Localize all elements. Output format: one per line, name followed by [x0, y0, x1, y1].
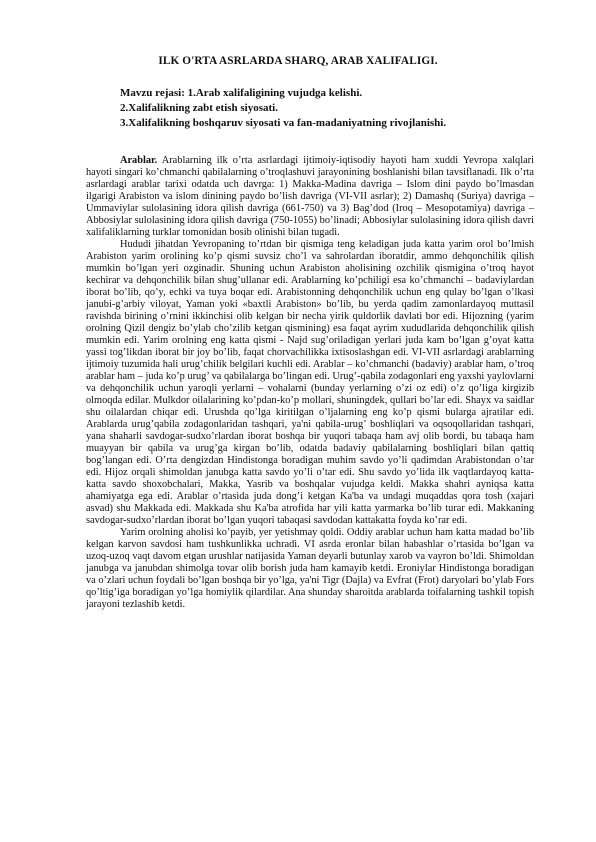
paragraph	[86, 239, 534, 527]
plan-item: Mavzu rejasi: 1.Arab xalifaligining vujudga kelishi.	[120, 87, 363, 99]
paragraph	[86, 155, 534, 239]
plan-item: 3.Xalifalikning boshqaruv siyosati va fan-madaniyatning rivojlanishi.	[120, 117, 447, 130]
body-text	[86, 155, 534, 611]
paragraph-text: Hududi jihatdan Yevropaning to’rtdan bir qismiga teng keladigan juda katta yarim orol bo’lmish Arabiston yarim orolining ko’p qismi suvsiz cho’l va sahrolardan iboratdir, ammo dehqonchilik qilish mumkin bo’lgan yeri ozginadir. Shuning uchun Arabiston aholisining ozchilik qismigina o’troq hayot kechirar va dehqonchilik bilan shug’ullanar edi. Arablarning ko’pchiligi esa ko’chmanchi – badaviylardan iborat bo’lib, qo’y, echki va tuya boqar edi. Arabistonning dehqonchilik uchun eng qulay bo’lgan o’lkasi janubi-g’arbiy viloyat, Yaman yoki «baxtli Arabiston» bo’lib, bu yerda qadim zamonlardayoq muttasil ravishda birining o’rnini ikkinchisi olib kelgan bir necha yirik quldorlik davlati bor edi. Hijozning (yarim orolning Qizil dengiz bo’ylab cho’zilib ketgan qismining) esa faqat ayrim xududlarida dehqonchilik qilish mumkin edi. Yarim orolning eng katta qismi - Najd sug’oriladigan yerlari juda kam bo’lgan g’oyat katta yassi tog’likdan iborat bir joy bo’lib, faqat chorvachilikka ixtisoslashgan edi. VI-VII asrlardagi arablarning ijtimoiy tuzumida hali urug’chilik belgilari kuchli edi. Arablar – ko’chmanchi (badaviy) arablar ham, o’troq arablar ham – juda ko’p urug’ va qabilalarga bo’lingan edi. Urug’-qabila zodagonlari eng yaxshi yaylovlarni va dehqonchilik uchun yaroqli yerlarni – vohalarni (bunday yerlarning o’zi oz edi) o’z qo’liga kirgizib olmoqda edilar. Mulkdor oilalarining ko’pdan-ko’p mollari, shuningdek, qullari bo’lar edi. Shayx va saidlar shu oilalardan chiqar edi. Urushda qo’lga kiritilgan o’ljalarning eng ko’p qismi bularga ajratilar edi. Arablarda urug’qabila zodagonlaridan tashqari, ya'ni qabila-urug’ boshliqlari va oqsoqollaridan tashqari, yana shaharli savdogar-sudxo’rlardan iborat boshqa bir yuqori tabaqa ham avj olib bordi, bu tabaqa ham muayyan bir qabila va urug’ga kirgan bo’lib, odatda badaviy qabilalarning boshliqlari bilan qattiq bog’langan edi. O’rta dengizdan Hindistonga boradigan muhim savdo yo’li qadimdan Arabistondan o’tar edi. Hijoz orqali shimoldan janubga katta savdo yo’li o’tar edi. Shu savdo yo’lida ilk vaqtlardayoq katta-katta savdo shoxobchalari, Makka, Yasrib va boshqalar vujudga keldi. Makka shahri ayniqsa katta ahamiyatga ega edi. Arablar o’rtasida juda dong’i ketgan Ka'ba va undagi muqaddas qora tosh (xajari asvad) shu Makkada edi. Makkada shu Ka'ba atrofida har yili katta yarmarka bo’lib turar edi. Makkaning savdogar-sudxo’rlardan iborat bo’lgan yuqori tabaqasi savdodan kattakatta foyda ko’rar edi.	[86, 239, 534, 526]
paragraph-text: Arablarning ilk o’rta asrlardagi ijtimoiy-iqtisodiy hayoti ham xuddi Yevropa xalqlari hayoti singari ko’chmanchi qabilalarning o’troqlashuvi jarayonining boshlanishi bilan tavsiflanadi. Ilk o’rta asrlardagi arablar tarixi odatda uch davrga: 1) Makka-Madina davriga – Islom dini paydo bo’lmasdan ilgarigi Arabiston va islom dinining paydo bo’lish davriga (VI-VII asrlar); 2) Damashq (Suriya) davriga – Ummaviylar sulolasining idora qilish davriga (661-750) va 3) Bag’dod (Iroq – Mesopotamiya) davriga – Abbosiylar sulolasining idora qilish davriga (750-1055) bo’linadi; Abbosiylar sulolasining idora qilish davri xalifaliklarning turklar tomonidan bosib olinishi bilan tugadi.	[86, 155, 534, 238]
paragraph-lead: Arablar.	[120, 155, 158, 166]
paragraph-text: Yarim orolning aholisi ko’payib, yer yetishmay qoldi. Oddiy arablar uchun ham katta madad bo’lib kelgan karvon savdosi ham tushkunlikka uchradi. VI asrda eronlar bilan habashlar o’rtasida bo’lgan va uzoq-uzoq vaqt davom etgan urushlar natijasida Yaman deyarli butunlay xarob va vayron bo’ldi. Shimoldan janubga va janubdan shimolga tovar olib borish juda ham kamayib ketdi. Eroniylar Hindistonga boradigan va o’zlari uchun foydali bo’lgan boshqa bir yo’lga, ya'ni Tigr (Dajla) va Evfrat (Frot) daryolari bo’ylab Fors qo’ltig’iga boradigan yo’lga homiylik qilardilar. Ana shunday sharoitda arablarda toifalarning tashkil topish jarayoni tezlashib ketdi.	[86, 527, 534, 610]
plan-item: 2.Xalifalikning zabt etish siyosati.	[120, 102, 278, 115]
paragraph	[86, 527, 534, 611]
lesson-plan	[120, 86, 540, 132]
document-title: ILK O'RTA ASRLARDA SHARQ, ARAB XALIFALIGI.	[158, 55, 438, 67]
